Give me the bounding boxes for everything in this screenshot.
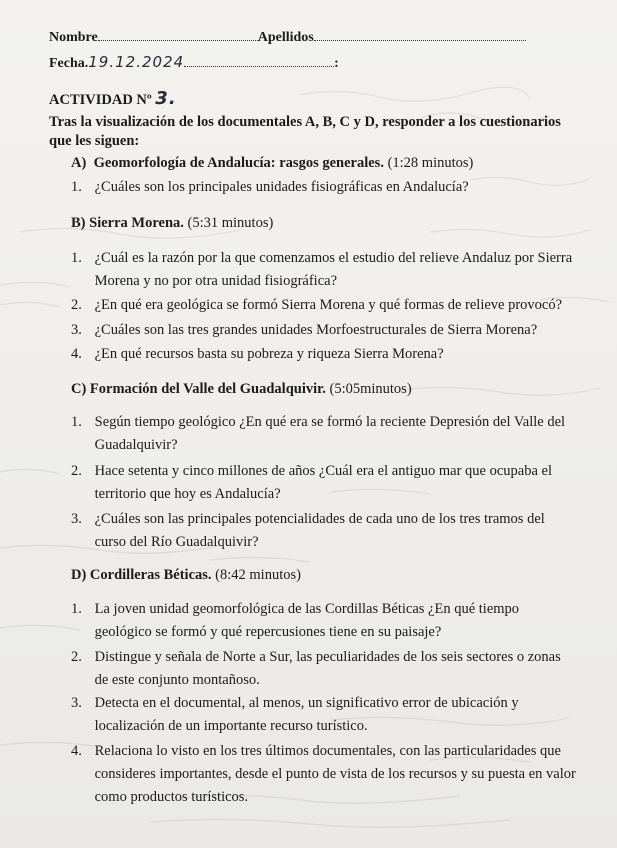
- section-d-title: D) Cordilleras Béticas.: [71, 567, 212, 583]
- date-handwritten-value: 19.12.2024: [88, 53, 185, 71]
- question-number: 1.: [71, 601, 82, 617]
- date-row: [49, 51, 339, 75]
- section-b-question-2: [71, 294, 562, 317]
- question-number: 3.: [71, 695, 82, 711]
- section-b-title: B) Sierra Morena.: [71, 215, 184, 231]
- section-d-duration: (8:42 minutos): [215, 567, 301, 583]
- section-a-duration: (1:28 minutos): [387, 155, 474, 171]
- date-field-line[interactable]: [184, 66, 334, 67]
- question-text: ¿En qué era geológica se formó Sierra Morena y qué formas de relieve provocó?: [94, 297, 563, 313]
- surname-label: Apellidos: [257, 30, 314, 45]
- name-label: Nombre: [49, 30, 98, 45]
- question-number: 2.: [71, 463, 82, 479]
- intro-text: [49, 113, 561, 151]
- date-label: Fecha.: [49, 56, 89, 71]
- section-b-heading: [71, 212, 273, 235]
- question-text-line-2: Morena y no por otra unidad fisiográfica?: [94, 273, 338, 289]
- question-number: 1.: [71, 179, 82, 195]
- section-d-question-2: [71, 646, 561, 692]
- section-c-duration: (5:05minutos): [329, 381, 412, 397]
- question-number: 3.: [71, 511, 82, 527]
- question-text-line-3: como productos turísticos.: [94, 789, 249, 805]
- question-text-line-2: localización de un importante recurso turístico.: [94, 718, 368, 734]
- section-d-question-1: [71, 598, 519, 644]
- question-text: ¿Cuáles son las tres grandes unidades Morfoestructurales de Sierra Morena?: [94, 322, 538, 338]
- intro-line-1: Tras la visualización de los documentales A, B, C y D, responder a los cuestionarios: [49, 114, 561, 130]
- name-row: [49, 26, 526, 49]
- section-c-heading: [71, 378, 412, 401]
- section-d-heading: [71, 564, 301, 587]
- question-text-line-2: territorio que hoy es Andalucía?: [94, 486, 281, 502]
- question-number: 2.: [71, 649, 82, 665]
- question-text-line-2: consideres importantes, desde el punto de vista de los recursos y su puesta en valor: [94, 766, 576, 782]
- section-b-duration: (5:31 minutos): [187, 215, 274, 231]
- question-number: 4.: [71, 743, 82, 759]
- question-text-line-1: Hace setenta y cinco millones de años ¿Cuál era el antiguo mar que ocupaba el: [94, 463, 552, 479]
- question-text: ¿En qué recursos basta su pobreza y riqueza Sierra Morena?: [94, 346, 444, 362]
- question-text-line-2: de este conjunto montañoso.: [94, 672, 260, 688]
- section-c-question-1: [71, 411, 565, 457]
- name-field-line[interactable]: [98, 40, 258, 41]
- question-number: 1.: [71, 250, 82, 266]
- question-text-line-1: ¿Cuál es la razón por la que comenzamos el estudio del relieve Andaluz por Sierra: [94, 250, 573, 266]
- section-b-question-4: [71, 343, 444, 366]
- question-text-line-1: La joven unidad geomorfológica de las Cordillas Béticas ¿En qué tiempo: [94, 601, 520, 617]
- intro-line-2: que les siguen:: [49, 133, 140, 149]
- question-text-line-1: Según tiempo geológico ¿En qué era se formó la reciente Depresión del Valle del: [94, 414, 566, 430]
- question-text-line-1: Detecta en el documental, al menos, un significativo error de ubicación y: [94, 695, 519, 711]
- question-text-line-1: ¿Cuáles son las principales potencialidades de cada uno de los tres tramos del: [94, 511, 545, 527]
- question-text: ¿Cuáles son los principales unidades fisiográficas en Andalucía?: [94, 179, 469, 195]
- activity-title: [49, 88, 177, 109]
- question-text-line-2: geológico se formó y qué repercusiones tiene en su paisaje?: [94, 624, 442, 640]
- section-a-heading: [71, 152, 473, 175]
- section-a-letter: A): [71, 155, 87, 171]
- section-c-question-2: [71, 460, 552, 506]
- question-number: 4.: [71, 346, 82, 362]
- surname-field-line[interactable]: [314, 40, 526, 41]
- question-text-line-2: curso del Río Guadalquivir?: [94, 534, 259, 550]
- activity-number-handwritten: 3.: [155, 88, 177, 109]
- question-text-line-2: Guadalquivir?: [94, 437, 178, 453]
- activity-label: ACTIVIDAD Nº: [49, 92, 152, 108]
- section-b-question-1: [71, 247, 572, 293]
- question-number: 3.: [71, 322, 82, 338]
- section-a-title: Geomorfología de Andalucía: rasgos generales.: [93, 155, 384, 171]
- section-c-title: C) Formación del Valle del Guadalquivir.: [71, 381, 326, 397]
- section-c-question-3: [71, 508, 545, 554]
- question-text-line-1: Relaciona lo visto en los tres últimos documentales, con las particularidades que: [94, 743, 561, 759]
- question-text-line-1: Distingue y señala de Norte a Sur, las peculiaridades de los seis sectores o zonas: [94, 649, 561, 665]
- date-colon: :: [334, 56, 339, 71]
- question-number: 2.: [71, 297, 82, 313]
- section-d-question-3: [71, 692, 519, 738]
- section-b-question-3: [71, 319, 537, 342]
- section-d-question-4: [71, 740, 576, 809]
- question-number: 1.: [71, 414, 82, 430]
- section-a-question-1: [71, 176, 469, 199]
